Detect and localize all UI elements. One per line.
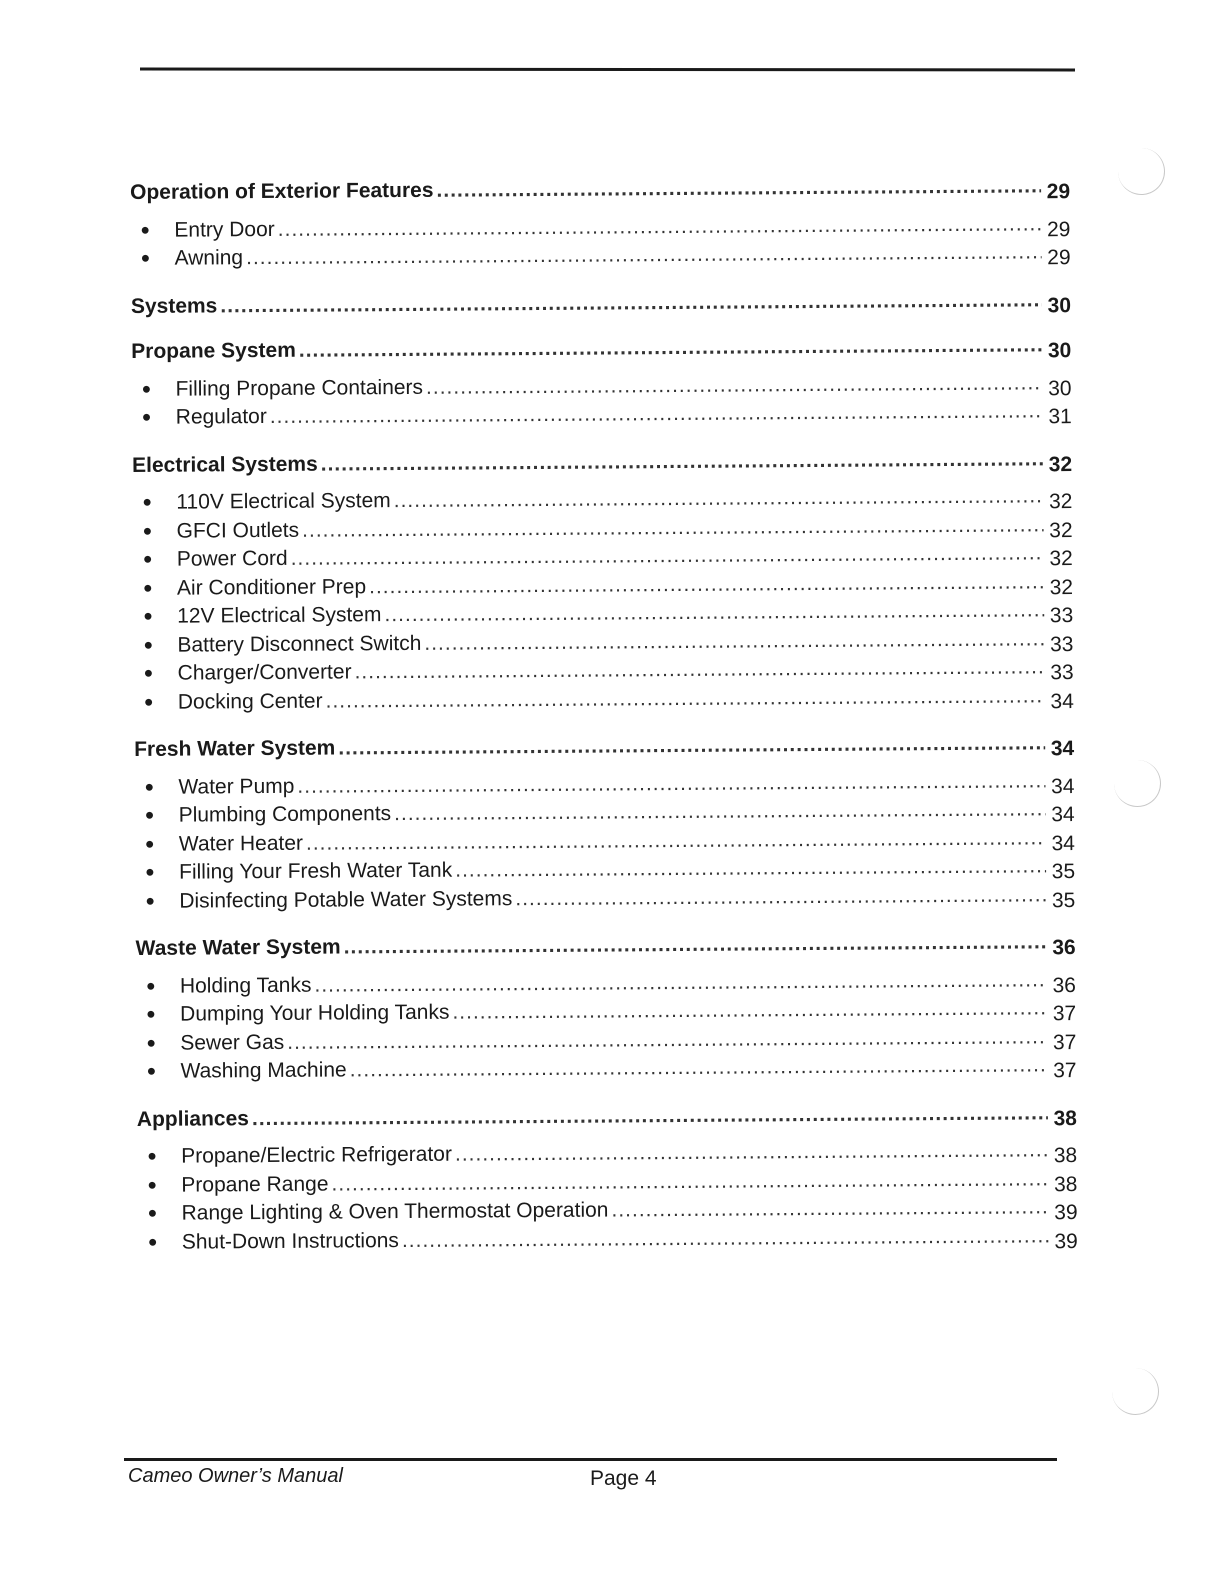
dot-leader [402,1223,1049,1254]
toc-section-heading [136,929,1076,962]
toc-item-title: Air Conditioner Prep [176,574,367,600]
bullet-icon: ● [143,664,154,682]
toc-section-heading [131,332,1071,365]
toc-section [131,332,1072,433]
dot-leader [426,370,1043,401]
toc-item-title: GFCI Outlets [176,518,300,543]
toc-page-number: 34 [1051,774,1075,798]
toc-section [137,1100,1078,1258]
bullet-icon: ● [145,977,156,995]
dot-leader [424,626,1044,657]
bullet-icon: ● [144,835,155,853]
toc-page-number: 29 [1046,180,1071,204]
toc-item-title: Sewer Gas [180,1030,285,1055]
toc-item [132,398,1072,433]
toc-item-title: Dumping Your Holding Tanks [180,1000,450,1026]
toc-page-number: 30 [1047,293,1072,317]
binder-hole-shadow [1112,1368,1159,1415]
toc-section-heading [137,1100,1077,1133]
toc-section [130,173,1071,274]
toc-page-number: 33 [1049,604,1074,628]
toc-item-title: Battery Disconnect Switch [177,631,422,657]
dot-leader [297,768,1045,800]
bullet-icon: ● [147,1176,158,1194]
toc-page-number: 32 [1048,452,1073,476]
toc-item-title: Docking Center [177,689,323,714]
dot-leader [344,929,1047,961]
bullet-icon: ● [143,636,154,654]
toc-item-title: Filling Your Fresh Water Tank [178,858,453,884]
dot-leader [394,483,1044,514]
toc-page-number: 39 [1054,1229,1078,1253]
dot-leader [220,287,1042,320]
footer-rule [124,1458,1057,1461]
bullet-icon: ● [147,1204,158,1222]
toc-page-number: 38 [1053,1172,1078,1196]
toc-item-title: Washing Machine [180,1058,347,1083]
dot-leader [252,1100,1048,1132]
dot-leader [455,1137,1048,1168]
toc-section-title: Fresh Water System [134,736,336,761]
toc-section [134,730,1075,917]
toc-page-number: 33 [1049,632,1074,656]
toc-page-number: 37 [1052,1002,1077,1026]
bullet-icon: ● [145,863,155,881]
toc-item-title: Propane Range [181,1172,329,1197]
dot-leader [384,597,1044,628]
toc-page-number: 35 [1051,888,1076,912]
toc-section-heading [132,446,1072,479]
bullet-icon: ● [146,1005,156,1023]
toc-section-heading [134,730,1074,763]
bullet-icon: ● [145,892,156,910]
bullet-icon: ● [141,408,152,426]
toc-item-title: Disinfecting Potable Water Systems [179,886,513,913]
toc-page-number: 36 [1052,936,1076,960]
toc-section-title: Waste Water System [135,935,341,960]
dot-leader [369,569,1044,600]
toc-section [132,446,1074,718]
toc-item-title: Water Heater [178,831,304,856]
toc-page-number: 34 [1051,803,1075,827]
dot-leader [270,398,1043,430]
bullet-icon: ● [146,1062,157,1080]
binder-hole-shadow [1114,760,1161,807]
toc-section-heading [131,287,1071,320]
toc-item-title: Water Pump [178,774,295,799]
dot-leader [325,683,1044,715]
bullet-icon: ● [144,806,155,824]
dot-leader [302,512,1044,544]
toc-item-title: Charger/Converter [177,660,352,685]
bullet-icon: ● [140,249,151,267]
dot-leader [287,1024,1047,1056]
toc-page-number: 35 [1051,860,1076,884]
toc-item-title: Plumbing Components [178,802,392,827]
page-number: Page 4 [590,1467,657,1490]
bullet-icon: ● [142,522,153,540]
bullet-icon: ● [146,1034,157,1052]
toc-item [136,1052,1076,1087]
toc-section [131,287,1071,320]
toc-item-title: 110V Electrical System [176,489,391,514]
dot-leader [291,540,1044,572]
toc-item-title: Shut-Down Instructions [181,1228,399,1254]
toc-page-number: 39 [1054,1201,1078,1225]
dot-leader [455,853,1046,884]
toc-page-number: 32 [1049,518,1073,542]
bullet-icon: ● [147,1147,157,1165]
toc-item-title: Regulator [175,405,267,429]
dot-leader [611,1194,1048,1224]
dot-leader [436,173,1041,204]
toc-section-title: Systems [130,293,218,318]
dot-leader [354,654,1044,686]
toc-item [134,683,1074,718]
toc-page-number: 36 [1052,973,1077,997]
toc-section-heading [130,173,1070,206]
dot-leader [299,332,1043,364]
binder-hole-shadow [1118,148,1165,195]
bullet-icon: ● [143,693,154,711]
toc-page-number: 34 [1050,737,1075,761]
toc-item [138,1223,1078,1258]
toc-page-number: 32 [1049,575,1074,599]
dot-leader [306,825,1046,857]
toc-page-number: 29 [1047,246,1071,270]
dot-leader [452,995,1047,1026]
bullet-icon: ● [144,778,155,796]
dot-leader [314,967,1047,999]
toc-item-title: 12V Electrical System [177,603,382,628]
toc-page-number: 37 [1052,1030,1077,1054]
dot-leader [515,882,1046,912]
dot-leader [331,1166,1048,1198]
manual-title: Cameo Owner’s Manual [128,1465,343,1487]
bullet-icon: ● [142,493,153,511]
toc-item [135,882,1075,917]
toc-page-number: 30 [1047,339,1072,363]
toc-item-title: Range Lighting & Oven Thermostat Operation [181,1198,609,1225]
toc-item [130,239,1070,274]
toc-item-title: Filling Propane Containers [175,375,424,401]
bullet-icon: ● [141,380,152,398]
toc-page-number: 37 [1053,1059,1077,1083]
toc-page-number: 31 [1048,405,1072,429]
toc-page-number: 32 [1049,547,1073,571]
bullet-icon: ● [147,1233,158,1251]
toc-section-title: Electrical Systems [132,452,318,477]
toc-page-number: 32 [1048,490,1073,514]
table-of-contents [130,173,1078,1258]
toc-page-number: 33 [1050,661,1074,685]
dot-leader [338,730,1045,762]
toc-section-title: Operation of Exterior Features [130,178,434,204]
toc-section-title: Appliances [136,1106,250,1131]
dot-leader [278,211,1042,243]
bullet-icon: ● [142,550,153,568]
dot-leader [246,239,1042,271]
toc-section-title: Propane System [131,338,296,363]
toc-page-number: 38 [1053,1144,1078,1168]
toc-section [136,929,1077,1087]
toc-item-title: Power Cord [176,546,288,571]
toc-item-title: Awning [174,246,244,270]
toc-item-title: Holding Tanks [179,973,312,998]
dot-leader [350,1052,1048,1084]
toc-page-number: 29 [1046,217,1071,241]
dot-leader [321,446,1044,478]
dot-leader [394,796,1046,827]
toc-page-number: 38 [1053,1106,1077,1130]
header-rule [140,68,1075,72]
toc-item-title: Propane/Electric Refrigerator [181,1142,453,1168]
toc-page-number: 34 [1050,689,1074,713]
bullet-icon: ● [142,579,153,597]
toc-item-title: Entry Door [174,217,275,242]
bullet-icon: ● [140,221,151,239]
toc-page-number: 34 [1051,831,1075,855]
toc-page-number: 30 [1048,376,1072,400]
bullet-icon: ● [143,607,153,625]
